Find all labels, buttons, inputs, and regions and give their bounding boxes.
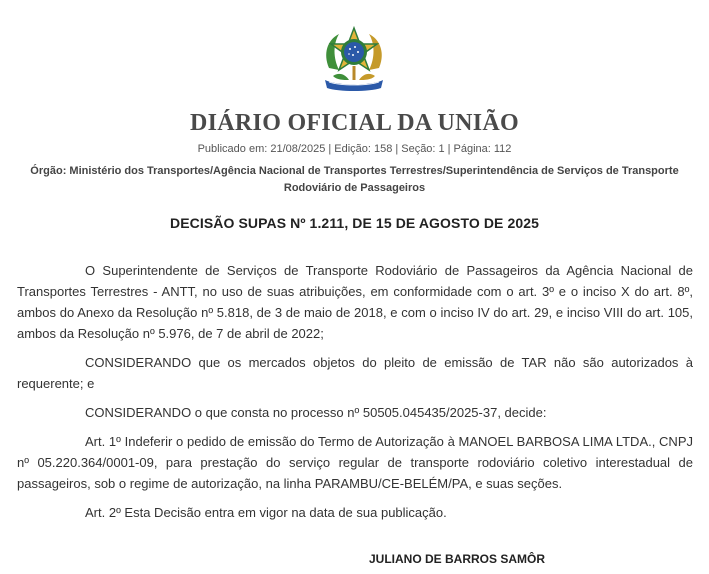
issuing-body [30,163,679,197]
paragraph-considerando-2: CONSIDERANDO o que consta no processo nº 50505.045435/2025-37, decide: [85,405,547,420]
section: Seção: 1 [401,143,445,155]
paragraph-considerando-1: CONSIDERANDO que os mercados objetos do pleito de emissão de TAR não são autorizados à requerente; e [17,355,693,391]
page-number: Página: 112 [453,143,512,155]
paragraph-art-2: Art. 2º Esta Decisão entra em vigor na data de sua publicação. [85,505,447,520]
brazil-coat-of-arms-icon [319,24,389,96]
signature: JULIANO DE BARROS SAMÔR [368,552,545,566]
edition: Edição: 158 [334,143,393,155]
issuing-body-label: Órgão: [30,165,67,177]
publication-info: Publicado em: 21/08/2025 | Edição: 158 | Seção: 1 | Página: 112 [197,143,512,155]
paragraph-preamble: O Superintendente de Serviços de Transporte Rodoviário de Passageiros da Agência Nacional de Transportes Terrestres - ANTT, no uso de suas atribuições, em conformidade com o art. 3º e o inciso X do art. 8º, ambos do Anexo da Resolução nº 5.818, de 3 de maio de 2018, e com o inciso IV do art. 29, e inciso VIII do art. 105, ambos da Resolução nº 5.976, de 7 de abril de 2022; [17,263,693,341]
issuing-body-value: Ministério dos Transportes/Agência Nacional de Transportes Terrestres/Superintendência de Serviços de Transporte Rodoviário de Passageiros [69,165,679,194]
document-body [17,260,693,531]
publication-date: Publicado em: 21/08/2025 [197,143,326,155]
masthead-title: DIÁRIO OFICIAL DA UNIÃO [190,110,519,136]
document-title: DECISÃO SUPAS Nº 1.211, DE 15 DE AGOSTO DE 2025 [169,215,540,231]
paragraph-art-1: Art. 1º Indeferir o pedido de emissão do Termo de Autorização à MANOEL BARBOSA LIMA LTDA., CNPJ nº 05.220.364/0001-09, para prestação do serviço regular de transporte rodoviário coletivo interestadual de passageiros, sob o regime de autorização, na linha PARAMBU/CE-BELÉM/PA, e suas seções. [17,434,693,491]
